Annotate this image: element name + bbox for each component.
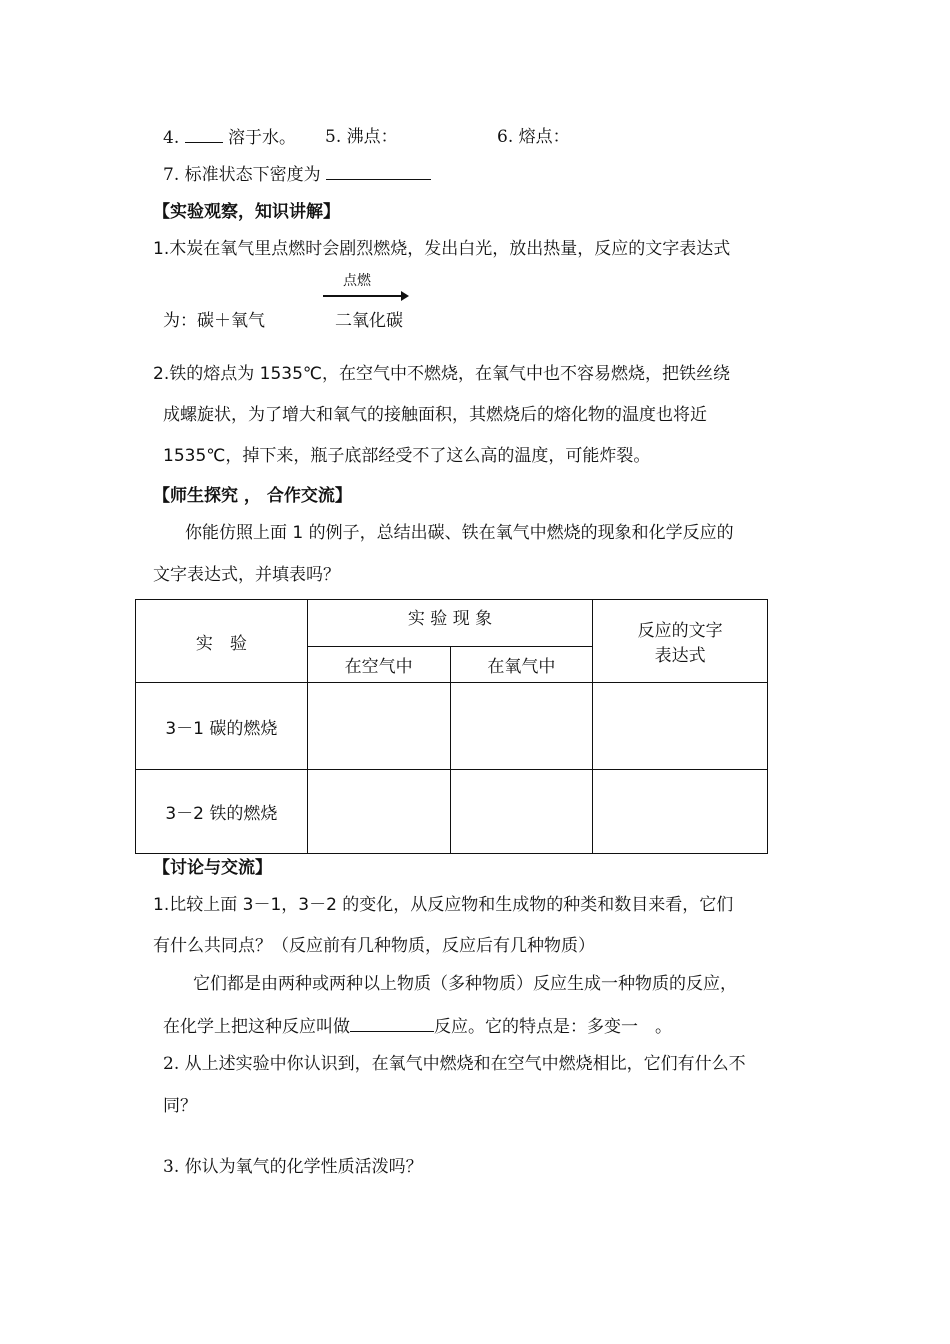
question1-line1: 1.比较上面 3－1，3－2 的变化，从反应物和生成物的种类和数目来看，它们 xyxy=(153,895,734,915)
property-item-5: 5. 沸点： xyxy=(325,127,398,147)
question3: 3. 你认为氧气的化学性质活泼吗？ xyxy=(163,1157,423,1177)
table-row xyxy=(136,683,768,770)
header-phenomenon: 实 验 现 象 xyxy=(307,600,593,647)
reaction-product: 二氧化碳 xyxy=(335,311,403,331)
section-heading-discussion: 【讨论与交流】 xyxy=(153,858,272,878)
cell-iron-oxygen[interactable] xyxy=(450,770,593,854)
reaction-arrow xyxy=(323,295,407,297)
cell-carbon-expression[interactable] xyxy=(593,683,768,770)
paragraph-iron-line3: 1535℃，掉下来，瓶子底部经受不了这么高的温度，可能炸裂。 xyxy=(163,446,651,466)
exploration-intro-line1: 你能仿照上面 1 的例子，总结出碳、铁在氧气中燃烧的现象和化学反应的 xyxy=(185,523,734,543)
cell-carbon-air[interactable] xyxy=(307,683,450,770)
answer1-line2 xyxy=(163,1015,672,1038)
cell-iron-expression[interactable] xyxy=(593,770,768,854)
answer1-text-left: 在化学上把这种反应叫做 xyxy=(163,1017,350,1037)
paragraph-iron-line1: 2.铁的熔点为 1535℃，在空气中不燃烧，在氧气中也不容易燃烧，把铁丝绕 xyxy=(153,364,730,384)
table-row xyxy=(136,770,768,854)
answer1-line1: 它们都是由两种或两种以上物质（多种物质）反应生成一种物质的反应， xyxy=(193,974,737,994)
question2-line2: 同？ xyxy=(163,1096,197,1116)
item7-blank xyxy=(326,163,431,180)
answer1-text-right: 反应。它的特点是：多变一 。 xyxy=(434,1017,672,1037)
observation-table xyxy=(135,599,768,854)
paragraph-carbon-line1: 1.木炭在氧气里点燃时会剧烈燃烧，发出白光，放出热量，反应的文字表达式 xyxy=(153,239,731,259)
header-in-oxygen: 在氧气中 xyxy=(450,647,593,683)
exploration-intro-line2: 文字表达式，并填表吗？ xyxy=(153,565,340,585)
property-item-6: 6. 熔点： xyxy=(497,127,570,147)
property-item-7 xyxy=(163,163,431,186)
question2-line1: 2. 从上述实验中你认识到，在氧气中燃烧和在空气中燃烧相比，它们有什么不 xyxy=(163,1054,746,1074)
question1-line2: 有什么共同点？（反应前有几种物质，反应后有几种物质） xyxy=(153,936,595,956)
item4-blank xyxy=(185,126,223,143)
header-expression-line2: 表达式 xyxy=(654,646,706,666)
cell-iron-air[interactable] xyxy=(307,770,450,854)
reaction-condition: 点燃 xyxy=(343,273,371,289)
reaction-reactants: 为：碳＋氧气 xyxy=(163,311,265,331)
item4-number: 4. xyxy=(163,128,180,148)
paragraph-iron-line2: 成螺旋状，为了增大和氧气的接触面积，其燃烧后的熔化物的温度也将近 xyxy=(163,405,707,425)
section-heading-exploration: 【师生探究 ， 合作交流】 xyxy=(153,486,352,506)
header-expression-line1: 反应的文字 xyxy=(637,621,723,641)
item4-text: 溶于水。 xyxy=(228,128,297,148)
header-expression xyxy=(593,600,768,683)
property-item-4 xyxy=(163,126,296,149)
header-experiment: 实 验 xyxy=(136,600,308,683)
row-label-carbon: 3－1 碳的燃烧 xyxy=(136,683,308,770)
row-label-iron: 3－2 铁的燃烧 xyxy=(136,770,308,854)
item7-text: 7. 标准状态下密度为 xyxy=(163,165,321,185)
section-heading-observation: 【实验观察，知识讲解】 xyxy=(153,202,340,222)
header-in-air: 在空气中 xyxy=(307,647,450,683)
cell-carbon-oxygen[interactable] xyxy=(450,683,593,770)
reaction-type-blank xyxy=(350,1015,434,1032)
